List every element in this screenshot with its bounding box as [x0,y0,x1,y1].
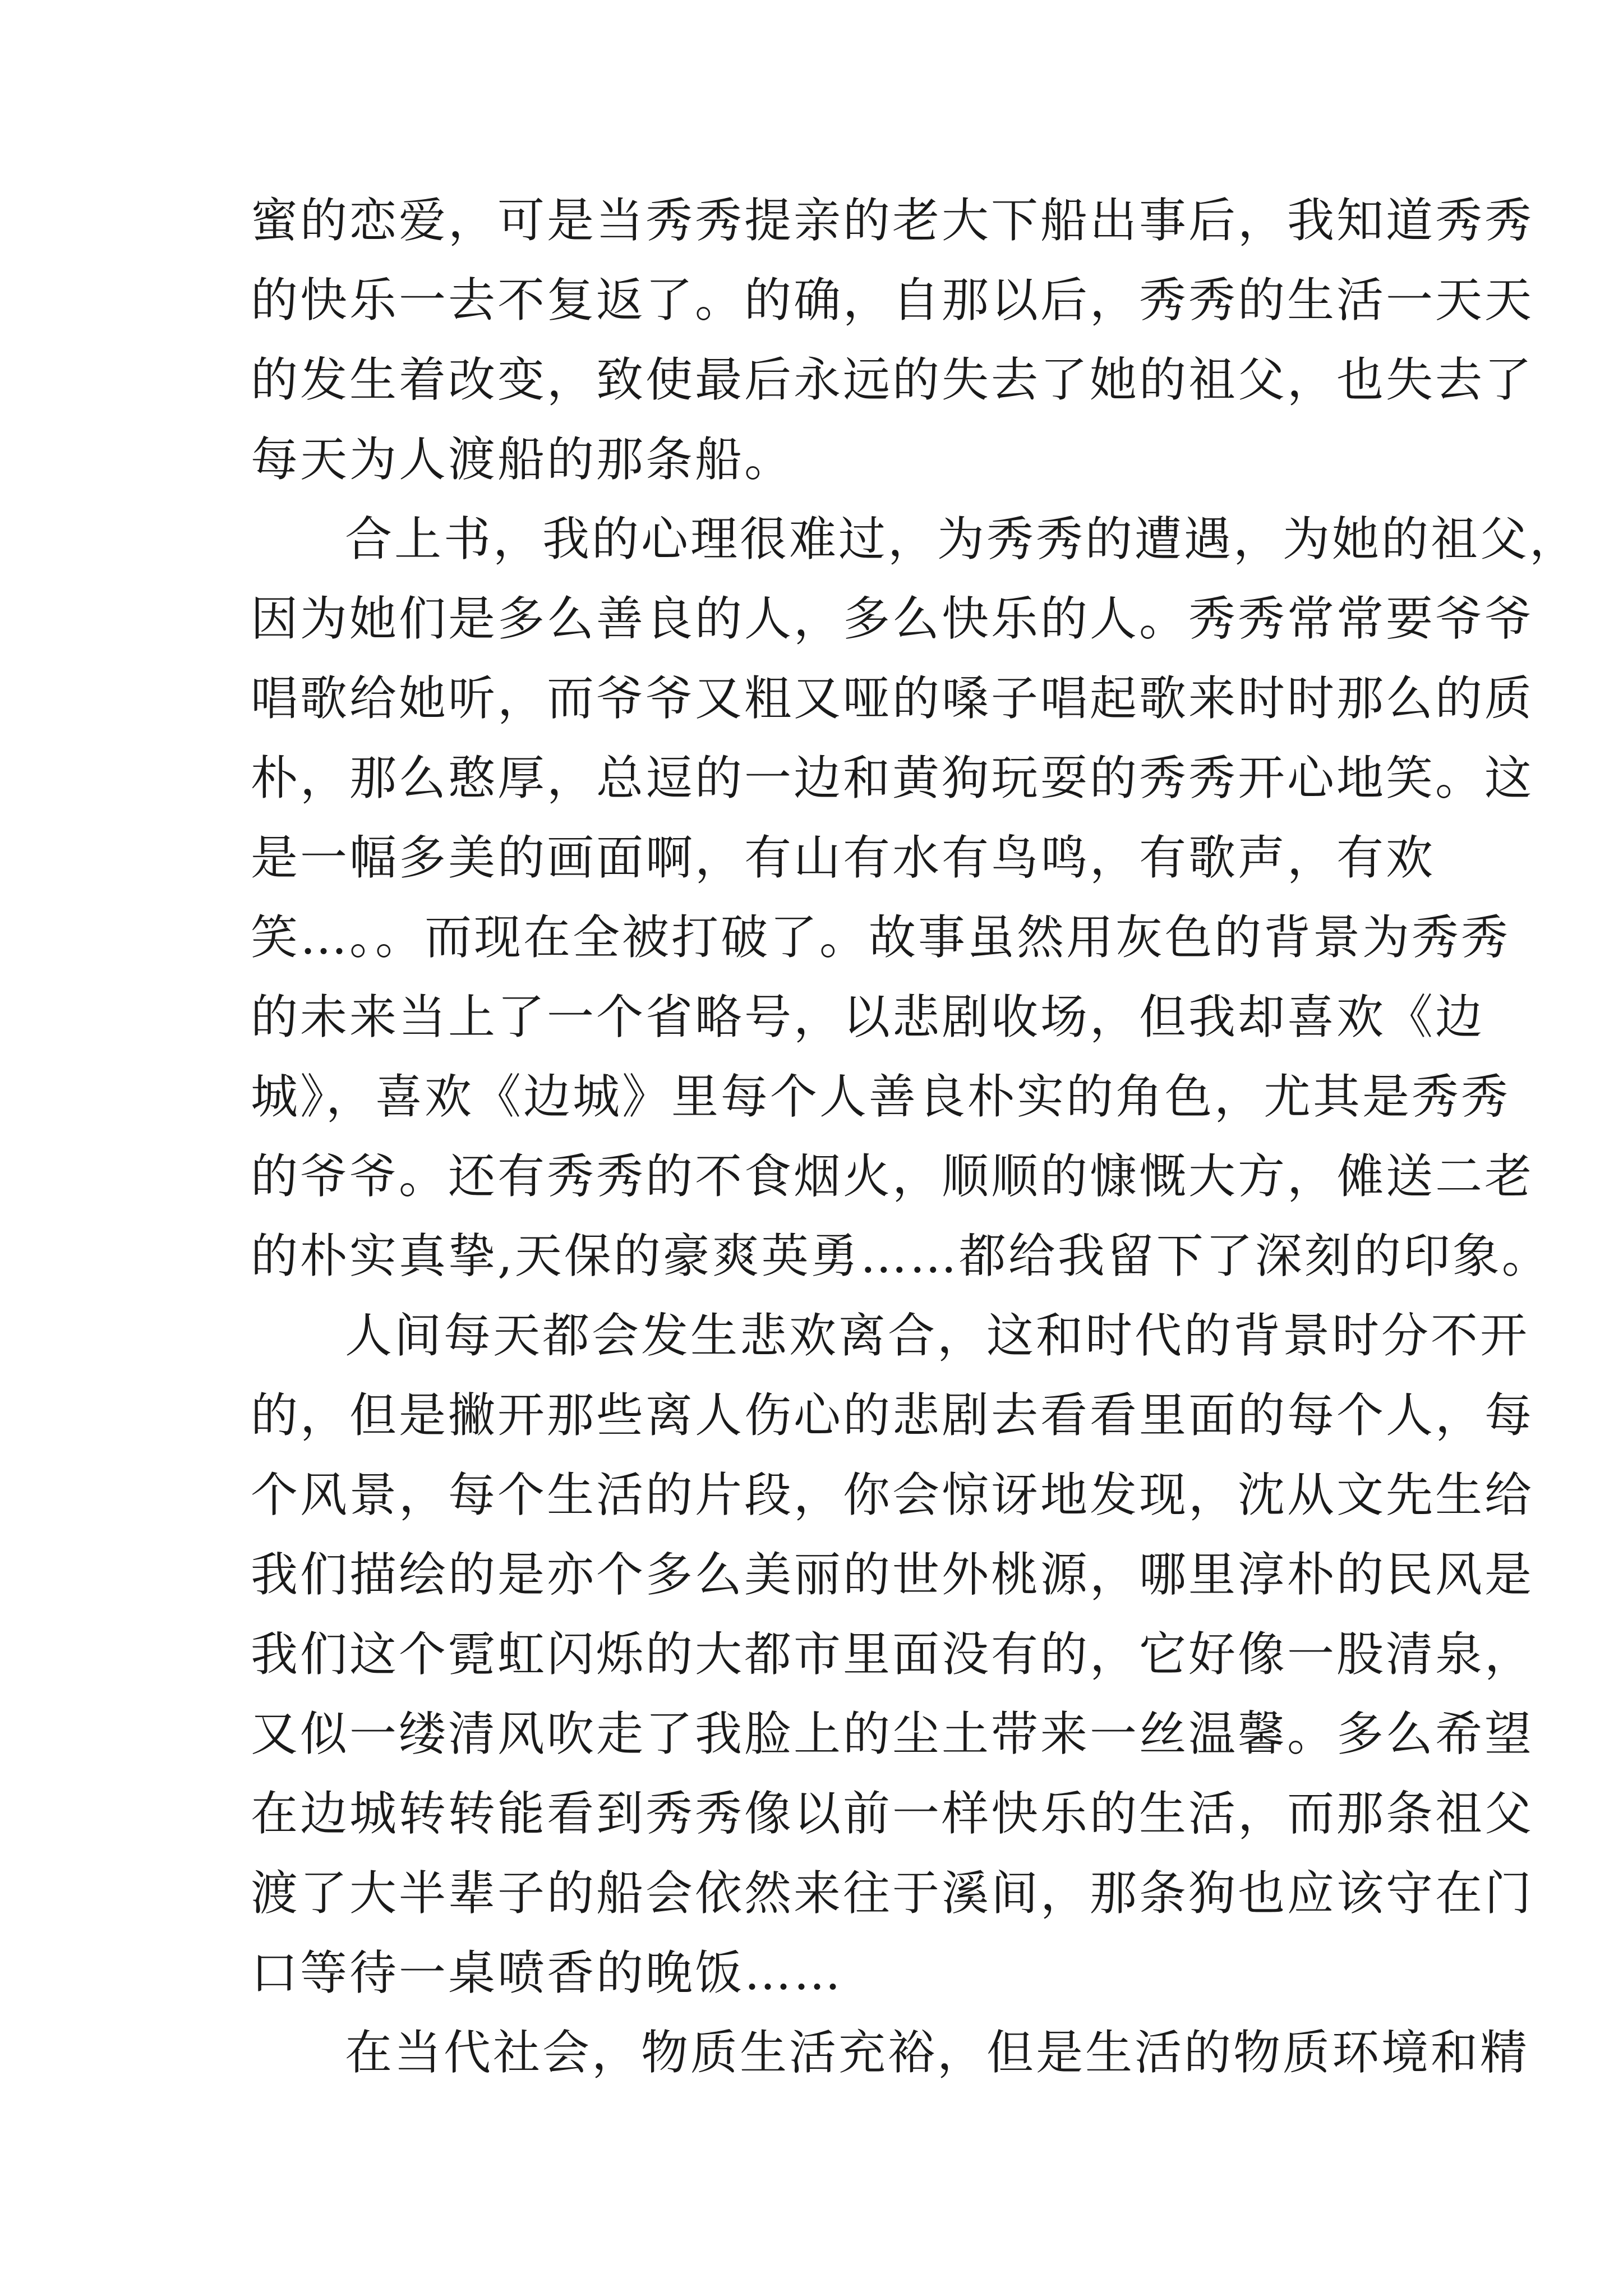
text-line: 人间每天都会发生悲欢离合，这和时代的背景时分不开 [345,1308,1530,1363]
text-line: 口等待一桌喷香的晚饭…… [251,1945,843,2000]
text-line: 的爷爷。还有秀秀的不食烟火，顺顺的慷慨大方，傩送二老 [251,1149,1534,1204]
text-line: 在边城转转能看到秀秀像以前一样快乐的生活，而那条祖父 [251,1786,1534,1841]
body-text [251,181,1579,2092]
text-line: 蜜的恋爱，可是当秀秀提亲的老大下船出事后，我知道秀秀 [251,193,1534,248]
text-line: 又似一缕清风吹走了我脸上的尘土带来一丝温馨。多么希望 [251,1706,1534,1761]
text-line: 的快乐一去不复返了。的确，自那以后，秀秀的生活一天天 [251,273,1534,328]
text-line: 我们描绘的是亦个多么美丽的世外桃源，哪里淳朴的民风是 [251,1547,1534,1602]
text-line: 因为她们是多么善良的人，多么快乐的人。秀秀常常要爷爷 [251,591,1534,646]
text-line: 的未来当上了一个省略号，以悲剧收场，但我却喜欢《边 [251,990,1485,1045]
text-line: 个风景，每个生活的片段，你会惊讶地发现，沈从文先生给 [251,1467,1534,1522]
paragraph-2 [251,499,1579,1296]
paragraph-4 [251,2013,1530,2092]
text-line: 唱歌给她听，而爷爷又粗又哑的嗓子唱起歌来时时那么的质 [251,671,1534,726]
text-line: 的发生着改变，致使最后永远的失去了她的祖父，也失去了 [251,352,1534,407]
text-line: 是一幅多美的画面啊，有山有水有鸟鸣，有歌声，有欢 [251,830,1436,885]
text-line: 在当代社会，物质生活充裕，但是生活的物质环境和精 [345,2025,1530,2080]
text-line: 城》，喜欢《边城》里每个人善良朴实的角色，尤其是秀秀 [251,1069,1511,1124]
text-line: 的朴实真挚,天保的豪爽英勇……都给我留下了深刻的印象。 [251,1228,1551,1283]
text-line: 渡了大半辈子的船会依然来往于溪间，那条狗也应该守在门 [251,1866,1534,1921]
text-line: 我们这个霓虹闪烁的大都市里面没有的，它好像一股清泉， [251,1627,1534,1682]
text-line: 朴，那么憨厚，总逗的一边和黄狗玩耍的秀秀开心地笑。这 [251,751,1534,806]
text-line: 的，但是撇开那些离人伤心的悲剧去看看里面的每个人，每 [251,1388,1534,1443]
text-line: 笑…。。而现在全被打破了。故事虽然用灰色的背景为秀秀 [251,910,1511,965]
paragraph-3 [251,1296,1534,2013]
paragraph-1 [251,181,1534,499]
text-line: 每天为人渡船的那条船。 [251,432,794,487]
text-line: 合上书，我的心理很难过，为秀秀的遭遇，为她的祖父， [345,512,1579,567]
